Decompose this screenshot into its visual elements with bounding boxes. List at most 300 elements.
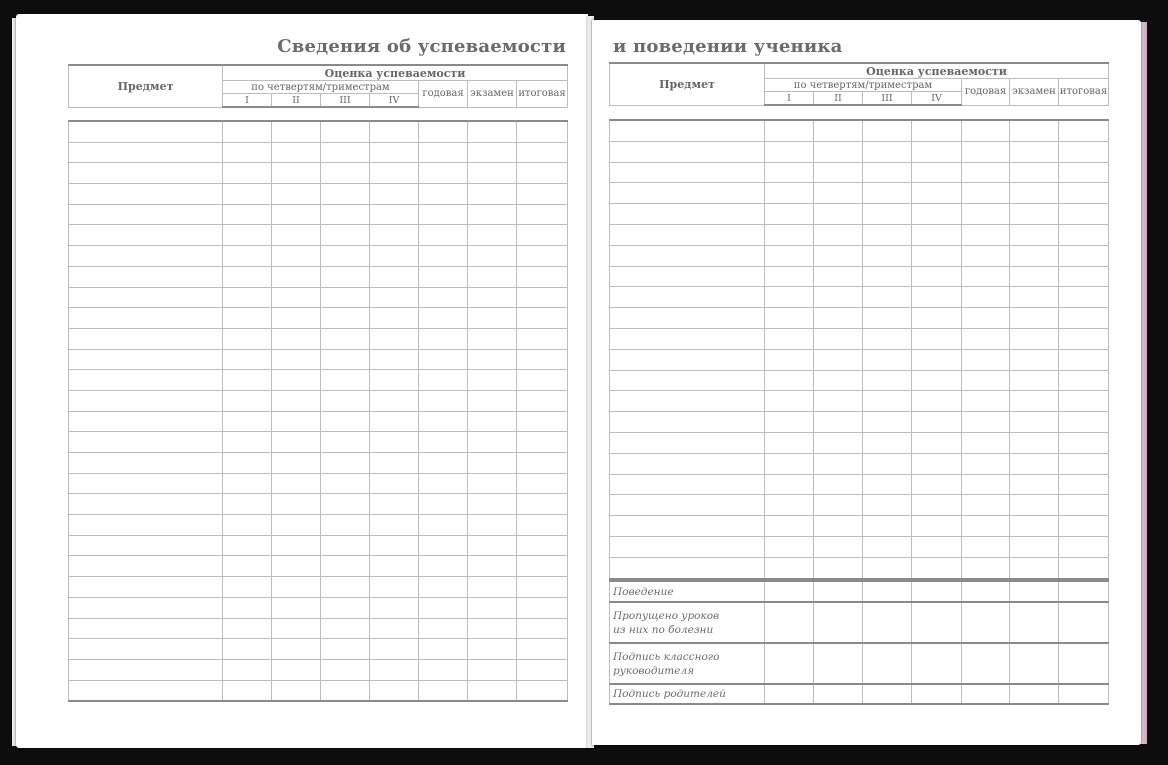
grade-cell[interactable] bbox=[370, 453, 419, 474]
grade-cell[interactable] bbox=[1010, 581, 1059, 602]
grade-cell[interactable] bbox=[912, 370, 962, 391]
grade-cell[interactable] bbox=[419, 453, 468, 474]
grade-cell[interactable] bbox=[272, 287, 321, 308]
grade-cell[interactable] bbox=[517, 287, 568, 308]
grade-cell[interactable] bbox=[223, 184, 272, 205]
grade-cell[interactable] bbox=[419, 266, 468, 287]
grade-cell[interactable] bbox=[223, 680, 272, 701]
grade-cell[interactable] bbox=[321, 390, 370, 411]
grade-cell[interactable] bbox=[468, 163, 517, 184]
grade-cell[interactable] bbox=[962, 412, 1010, 433]
grade-cell[interactable] bbox=[419, 184, 468, 205]
grade-cell[interactable] bbox=[370, 121, 419, 142]
grade-cell[interactable] bbox=[419, 121, 468, 142]
grade-cell[interactable] bbox=[419, 473, 468, 494]
grade-cell[interactable] bbox=[517, 659, 568, 680]
grade-cell[interactable] bbox=[321, 535, 370, 556]
grade-cell[interactable] bbox=[223, 494, 272, 515]
grade-cell[interactable] bbox=[223, 390, 272, 411]
grade-cell[interactable] bbox=[1059, 245, 1109, 266]
grade-cell[interactable] bbox=[814, 266, 863, 287]
subject-cell[interactable] bbox=[69, 680, 223, 701]
grade-cell[interactable] bbox=[370, 535, 419, 556]
grade-cell[interactable] bbox=[814, 120, 863, 141]
grade-cell[interactable] bbox=[1010, 224, 1059, 245]
grade-cell[interactable] bbox=[223, 225, 272, 246]
subject-cell[interactable] bbox=[69, 266, 223, 287]
grade-cell[interactable] bbox=[912, 204, 962, 225]
grade-cell[interactable] bbox=[1010, 412, 1059, 433]
grade-cell[interactable] bbox=[863, 328, 912, 349]
grade-cell[interactable] bbox=[517, 390, 568, 411]
grade-cell[interactable] bbox=[223, 411, 272, 432]
subject-cell[interactable] bbox=[610, 557, 765, 578]
subject-cell[interactable] bbox=[610, 453, 765, 474]
grade-cell[interactable] bbox=[814, 370, 863, 391]
subject-cell[interactable] bbox=[69, 535, 223, 556]
grade-cell[interactable] bbox=[370, 370, 419, 391]
grade-cell[interactable] bbox=[272, 494, 321, 515]
grade-cell[interactable] bbox=[272, 680, 321, 701]
grade-cell[interactable] bbox=[468, 225, 517, 246]
grade-cell[interactable] bbox=[1059, 141, 1109, 162]
grade-cell[interactable] bbox=[1059, 162, 1109, 183]
grade-cell[interactable] bbox=[223, 515, 272, 536]
grade-cell[interactable] bbox=[517, 204, 568, 225]
grade-cell[interactable] bbox=[912, 495, 962, 516]
subject-cell[interactable] bbox=[610, 287, 765, 308]
grade-cell[interactable] bbox=[272, 432, 321, 453]
grade-cell[interactable] bbox=[468, 494, 517, 515]
grade-cell[interactable] bbox=[962, 224, 1010, 245]
grade-cell[interactable] bbox=[962, 453, 1010, 474]
grade-cell[interactable] bbox=[223, 204, 272, 225]
grade-cell[interactable] bbox=[863, 204, 912, 225]
grade-cell[interactable] bbox=[370, 515, 419, 536]
grade-cell[interactable] bbox=[814, 474, 863, 495]
grade-cell[interactable] bbox=[765, 349, 814, 370]
grade-cell[interactable] bbox=[370, 308, 419, 329]
subject-cell[interactable] bbox=[69, 639, 223, 660]
grade-cell[interactable] bbox=[1010, 391, 1059, 412]
grade-cell[interactable] bbox=[468, 142, 517, 163]
grade-cell[interactable] bbox=[468, 453, 517, 474]
subject-cell[interactable] bbox=[69, 411, 223, 432]
grade-cell[interactable] bbox=[370, 266, 419, 287]
grade-cell[interactable] bbox=[912, 474, 962, 495]
grade-cell[interactable] bbox=[912, 245, 962, 266]
grade-cell[interactable] bbox=[517, 370, 568, 391]
grade-cell[interactable] bbox=[321, 556, 370, 577]
grade-cell[interactable] bbox=[370, 659, 419, 680]
grade-cell[interactable] bbox=[863, 557, 912, 578]
grade-cell[interactable] bbox=[272, 390, 321, 411]
grade-cell[interactable] bbox=[765, 266, 814, 287]
grade-cell[interactable] bbox=[1010, 328, 1059, 349]
grade-cell[interactable] bbox=[1059, 557, 1109, 578]
grade-cell[interactable] bbox=[1010, 183, 1059, 204]
grade-cell[interactable] bbox=[321, 494, 370, 515]
grade-cell[interactable] bbox=[517, 680, 568, 701]
grade-cell[interactable] bbox=[321, 328, 370, 349]
grade-cell[interactable] bbox=[962, 516, 1010, 537]
grade-cell[interactable] bbox=[419, 308, 468, 329]
grade-cell[interactable] bbox=[814, 412, 863, 433]
subject-cell[interactable] bbox=[69, 349, 223, 370]
grade-cell[interactable] bbox=[419, 142, 468, 163]
grade-cell[interactable] bbox=[419, 390, 468, 411]
grade-cell[interactable] bbox=[321, 246, 370, 267]
subject-cell[interactable] bbox=[610, 370, 765, 391]
subject-cell[interactable] bbox=[69, 370, 223, 391]
grade-cell[interactable] bbox=[272, 453, 321, 474]
grade-cell[interactable] bbox=[468, 618, 517, 639]
grade-cell[interactable] bbox=[419, 535, 468, 556]
grade-cell[interactable] bbox=[962, 581, 1010, 602]
grade-cell[interactable] bbox=[419, 349, 468, 370]
grade-cell[interactable] bbox=[419, 618, 468, 639]
grade-cell[interactable] bbox=[370, 390, 419, 411]
grade-cell[interactable] bbox=[962, 349, 1010, 370]
grade-cell[interactable] bbox=[1059, 453, 1109, 474]
grade-cell[interactable] bbox=[1010, 349, 1059, 370]
grade-cell[interactable] bbox=[863, 684, 912, 704]
grade-cell[interactable] bbox=[272, 308, 321, 329]
grade-cell[interactable] bbox=[765, 412, 814, 433]
subject-cell[interactable] bbox=[610, 328, 765, 349]
grade-cell[interactable] bbox=[765, 516, 814, 537]
grade-cell[interactable] bbox=[1010, 453, 1059, 474]
subject-cell[interactable] bbox=[610, 224, 765, 245]
grade-cell[interactable] bbox=[765, 287, 814, 308]
grade-cell[interactable] bbox=[765, 602, 814, 643]
grade-cell[interactable] bbox=[765, 391, 814, 412]
grade-cell[interactable] bbox=[814, 516, 863, 537]
grade-cell[interactable] bbox=[962, 684, 1010, 704]
subject-cell[interactable] bbox=[610, 495, 765, 516]
subject-cell[interactable] bbox=[69, 184, 223, 205]
grade-cell[interactable] bbox=[863, 224, 912, 245]
grade-cell[interactable] bbox=[223, 370, 272, 391]
grade-cell[interactable] bbox=[1059, 204, 1109, 225]
subject-cell[interactable] bbox=[69, 225, 223, 246]
subject-cell[interactable] bbox=[610, 266, 765, 287]
grade-cell[interactable] bbox=[370, 494, 419, 515]
grade-cell[interactable] bbox=[814, 245, 863, 266]
subject-cell[interactable] bbox=[610, 474, 765, 495]
grade-cell[interactable] bbox=[814, 391, 863, 412]
grade-cell[interactable] bbox=[517, 225, 568, 246]
grade-cell[interactable] bbox=[962, 287, 1010, 308]
grade-cell[interactable] bbox=[370, 204, 419, 225]
grade-cell[interactable] bbox=[912, 643, 962, 684]
grade-cell[interactable] bbox=[962, 370, 1010, 391]
grade-cell[interactable] bbox=[272, 556, 321, 577]
grade-cell[interactable] bbox=[863, 162, 912, 183]
grade-cell[interactable] bbox=[765, 453, 814, 474]
grade-cell[interactable] bbox=[321, 204, 370, 225]
grade-cell[interactable] bbox=[223, 618, 272, 639]
grade-cell[interactable] bbox=[1059, 581, 1109, 602]
grade-cell[interactable] bbox=[419, 246, 468, 267]
grade-cell[interactable] bbox=[814, 495, 863, 516]
grade-cell[interactable] bbox=[814, 643, 863, 684]
grade-cell[interactable] bbox=[863, 391, 912, 412]
grade-cell[interactable] bbox=[517, 308, 568, 329]
grade-cell[interactable] bbox=[321, 639, 370, 660]
grade-cell[interactable] bbox=[912, 412, 962, 433]
grade-cell[interactable] bbox=[765, 204, 814, 225]
grade-cell[interactable] bbox=[223, 473, 272, 494]
grade-cell[interactable] bbox=[962, 141, 1010, 162]
grade-cell[interactable] bbox=[1010, 536, 1059, 557]
grade-cell[interactable] bbox=[863, 432, 912, 453]
grade-cell[interactable] bbox=[272, 204, 321, 225]
grade-cell[interactable] bbox=[1059, 516, 1109, 537]
grade-cell[interactable] bbox=[912, 684, 962, 704]
grade-cell[interactable] bbox=[765, 581, 814, 602]
grade-cell[interactable] bbox=[419, 494, 468, 515]
subject-cell[interactable] bbox=[69, 287, 223, 308]
grade-cell[interactable] bbox=[272, 639, 321, 660]
grade-cell[interactable] bbox=[765, 224, 814, 245]
grade-cell[interactable] bbox=[321, 680, 370, 701]
grade-cell[interactable] bbox=[1010, 643, 1059, 684]
subject-cell[interactable] bbox=[69, 597, 223, 618]
subject-cell[interactable] bbox=[69, 142, 223, 163]
grade-cell[interactable] bbox=[272, 535, 321, 556]
grade-cell[interactable] bbox=[1059, 536, 1109, 557]
grade-cell[interactable] bbox=[370, 225, 419, 246]
grade-cell[interactable] bbox=[814, 684, 863, 704]
grade-cell[interactable] bbox=[468, 577, 517, 598]
grade-cell[interactable] bbox=[370, 597, 419, 618]
grade-cell[interactable] bbox=[765, 432, 814, 453]
grade-cell[interactable] bbox=[1059, 495, 1109, 516]
grade-cell[interactable] bbox=[517, 142, 568, 163]
subject-cell[interactable] bbox=[69, 204, 223, 225]
grade-cell[interactable] bbox=[370, 349, 419, 370]
subject-cell[interactable] bbox=[69, 121, 223, 142]
grade-cell[interactable] bbox=[962, 557, 1010, 578]
grade-cell[interactable] bbox=[1010, 495, 1059, 516]
grade-cell[interactable] bbox=[1059, 643, 1109, 684]
grade-cell[interactable] bbox=[765, 370, 814, 391]
grade-cell[interactable] bbox=[1010, 432, 1059, 453]
grade-cell[interactable] bbox=[272, 225, 321, 246]
grade-cell[interactable] bbox=[419, 204, 468, 225]
subject-cell[interactable] bbox=[610, 141, 765, 162]
grade-cell[interactable] bbox=[1059, 684, 1109, 704]
grade-cell[interactable] bbox=[863, 141, 912, 162]
grade-cell[interactable] bbox=[223, 163, 272, 184]
grade-cell[interactable] bbox=[863, 643, 912, 684]
subject-cell[interactable] bbox=[610, 391, 765, 412]
grade-cell[interactable] bbox=[1010, 204, 1059, 225]
grade-cell[interactable] bbox=[370, 287, 419, 308]
grade-cell[interactable] bbox=[223, 556, 272, 577]
grade-cell[interactable] bbox=[419, 287, 468, 308]
grade-cell[interactable] bbox=[1059, 602, 1109, 643]
grade-cell[interactable] bbox=[814, 349, 863, 370]
grade-cell[interactable] bbox=[863, 266, 912, 287]
grade-cell[interactable] bbox=[370, 142, 419, 163]
grade-cell[interactable] bbox=[517, 597, 568, 618]
grade-cell[interactable] bbox=[912, 308, 962, 329]
grade-cell[interactable] bbox=[1059, 308, 1109, 329]
grade-cell[interactable] bbox=[814, 602, 863, 643]
grade-cell[interactable] bbox=[1059, 412, 1109, 433]
grade-cell[interactable] bbox=[468, 287, 517, 308]
grade-cell[interactable] bbox=[863, 370, 912, 391]
grade-cell[interactable] bbox=[223, 535, 272, 556]
grade-cell[interactable] bbox=[370, 432, 419, 453]
grade-cell[interactable] bbox=[912, 602, 962, 643]
grade-cell[interactable] bbox=[863, 453, 912, 474]
grade-cell[interactable] bbox=[912, 349, 962, 370]
grade-cell[interactable] bbox=[1059, 432, 1109, 453]
grade-cell[interactable] bbox=[765, 141, 814, 162]
grade-cell[interactable] bbox=[517, 494, 568, 515]
grade-cell[interactable] bbox=[321, 515, 370, 536]
grade-cell[interactable] bbox=[1059, 474, 1109, 495]
grade-cell[interactable] bbox=[321, 597, 370, 618]
grade-cell[interactable] bbox=[1010, 162, 1059, 183]
grade-cell[interactable] bbox=[1059, 370, 1109, 391]
grade-cell[interactable] bbox=[468, 370, 517, 391]
grade-cell[interactable] bbox=[912, 287, 962, 308]
grade-cell[interactable] bbox=[321, 184, 370, 205]
grade-cell[interactable] bbox=[468, 597, 517, 618]
grade-cell[interactable] bbox=[814, 557, 863, 578]
subject-cell[interactable] bbox=[69, 577, 223, 598]
grade-cell[interactable] bbox=[223, 121, 272, 142]
grade-cell[interactable] bbox=[863, 412, 912, 433]
grade-cell[interactable] bbox=[863, 516, 912, 537]
grade-cell[interactable] bbox=[962, 120, 1010, 141]
subject-cell[interactable] bbox=[69, 432, 223, 453]
subject-cell[interactable] bbox=[69, 163, 223, 184]
subject-cell[interactable] bbox=[69, 659, 223, 680]
grade-cell[interactable] bbox=[814, 536, 863, 557]
grade-cell[interactable] bbox=[223, 659, 272, 680]
grade-cell[interactable] bbox=[370, 473, 419, 494]
grade-cell[interactable] bbox=[321, 121, 370, 142]
grade-cell[interactable] bbox=[814, 162, 863, 183]
grade-cell[interactable] bbox=[468, 556, 517, 577]
grade-cell[interactable] bbox=[863, 536, 912, 557]
grade-cell[interactable] bbox=[517, 577, 568, 598]
grade-cell[interactable] bbox=[419, 328, 468, 349]
grade-cell[interactable] bbox=[863, 308, 912, 329]
grade-cell[interactable] bbox=[419, 432, 468, 453]
grade-cell[interactable] bbox=[468, 515, 517, 536]
grade-cell[interactable] bbox=[814, 183, 863, 204]
grade-cell[interactable] bbox=[1010, 370, 1059, 391]
grade-cell[interactable] bbox=[912, 536, 962, 557]
grade-cell[interactable] bbox=[814, 328, 863, 349]
grade-cell[interactable] bbox=[370, 680, 419, 701]
grade-cell[interactable] bbox=[272, 659, 321, 680]
grade-cell[interactable] bbox=[765, 328, 814, 349]
grade-cell[interactable] bbox=[912, 391, 962, 412]
grade-cell[interactable] bbox=[1010, 516, 1059, 537]
grade-cell[interactable] bbox=[765, 162, 814, 183]
grade-cell[interactable] bbox=[517, 473, 568, 494]
grade-cell[interactable] bbox=[814, 581, 863, 602]
grade-cell[interactable] bbox=[370, 639, 419, 660]
grade-cell[interactable] bbox=[468, 328, 517, 349]
grade-cell[interactable] bbox=[912, 224, 962, 245]
grade-cell[interactable] bbox=[814, 141, 863, 162]
grade-cell[interactable] bbox=[419, 225, 468, 246]
subject-cell[interactable] bbox=[69, 515, 223, 536]
grade-cell[interactable] bbox=[272, 121, 321, 142]
grade-cell[interactable] bbox=[1010, 474, 1059, 495]
subject-cell[interactable] bbox=[610, 536, 765, 557]
grade-cell[interactable] bbox=[321, 370, 370, 391]
grade-cell[interactable] bbox=[912, 183, 962, 204]
grade-cell[interactable] bbox=[321, 453, 370, 474]
grade-cell[interactable] bbox=[272, 473, 321, 494]
grade-cell[interactable] bbox=[272, 246, 321, 267]
grade-cell[interactable] bbox=[517, 453, 568, 474]
grade-cell[interactable] bbox=[223, 453, 272, 474]
grade-cell[interactable] bbox=[962, 643, 1010, 684]
grade-cell[interactable] bbox=[468, 390, 517, 411]
grade-cell[interactable] bbox=[1059, 328, 1109, 349]
grade-cell[interactable] bbox=[419, 163, 468, 184]
subject-cell[interactable] bbox=[610, 412, 765, 433]
subject-cell[interactable] bbox=[610, 308, 765, 329]
grade-cell[interactable] bbox=[962, 391, 1010, 412]
grade-cell[interactable] bbox=[419, 680, 468, 701]
subject-cell[interactable] bbox=[610, 120, 765, 141]
grade-cell[interactable] bbox=[765, 183, 814, 204]
grade-cell[interactable] bbox=[272, 370, 321, 391]
grade-cell[interactable] bbox=[468, 411, 517, 432]
grade-cell[interactable] bbox=[468, 121, 517, 142]
grade-cell[interactable] bbox=[223, 142, 272, 163]
subject-cell[interactable] bbox=[610, 349, 765, 370]
grade-cell[interactable] bbox=[468, 535, 517, 556]
grade-cell[interactable] bbox=[912, 516, 962, 537]
grade-cell[interactable] bbox=[223, 639, 272, 660]
grade-cell[interactable] bbox=[1059, 287, 1109, 308]
grade-cell[interactable] bbox=[370, 411, 419, 432]
grade-cell[interactable] bbox=[419, 411, 468, 432]
grade-cell[interactable] bbox=[468, 184, 517, 205]
grade-cell[interactable] bbox=[468, 349, 517, 370]
grade-cell[interactable] bbox=[370, 163, 419, 184]
grade-cell[interactable] bbox=[912, 328, 962, 349]
grade-cell[interactable] bbox=[517, 121, 568, 142]
grade-cell[interactable] bbox=[912, 581, 962, 602]
grade-cell[interactable] bbox=[962, 602, 1010, 643]
grade-cell[interactable] bbox=[321, 659, 370, 680]
subject-cell[interactable] bbox=[610, 432, 765, 453]
grade-cell[interactable] bbox=[962, 204, 1010, 225]
grade-cell[interactable] bbox=[321, 163, 370, 184]
grade-cell[interactable] bbox=[1059, 349, 1109, 370]
grade-cell[interactable] bbox=[272, 163, 321, 184]
grade-cell[interactable] bbox=[321, 473, 370, 494]
grade-cell[interactable] bbox=[517, 535, 568, 556]
grade-cell[interactable] bbox=[419, 370, 468, 391]
grade-cell[interactable] bbox=[272, 184, 321, 205]
grade-cell[interactable] bbox=[912, 141, 962, 162]
subject-cell[interactable] bbox=[610, 183, 765, 204]
